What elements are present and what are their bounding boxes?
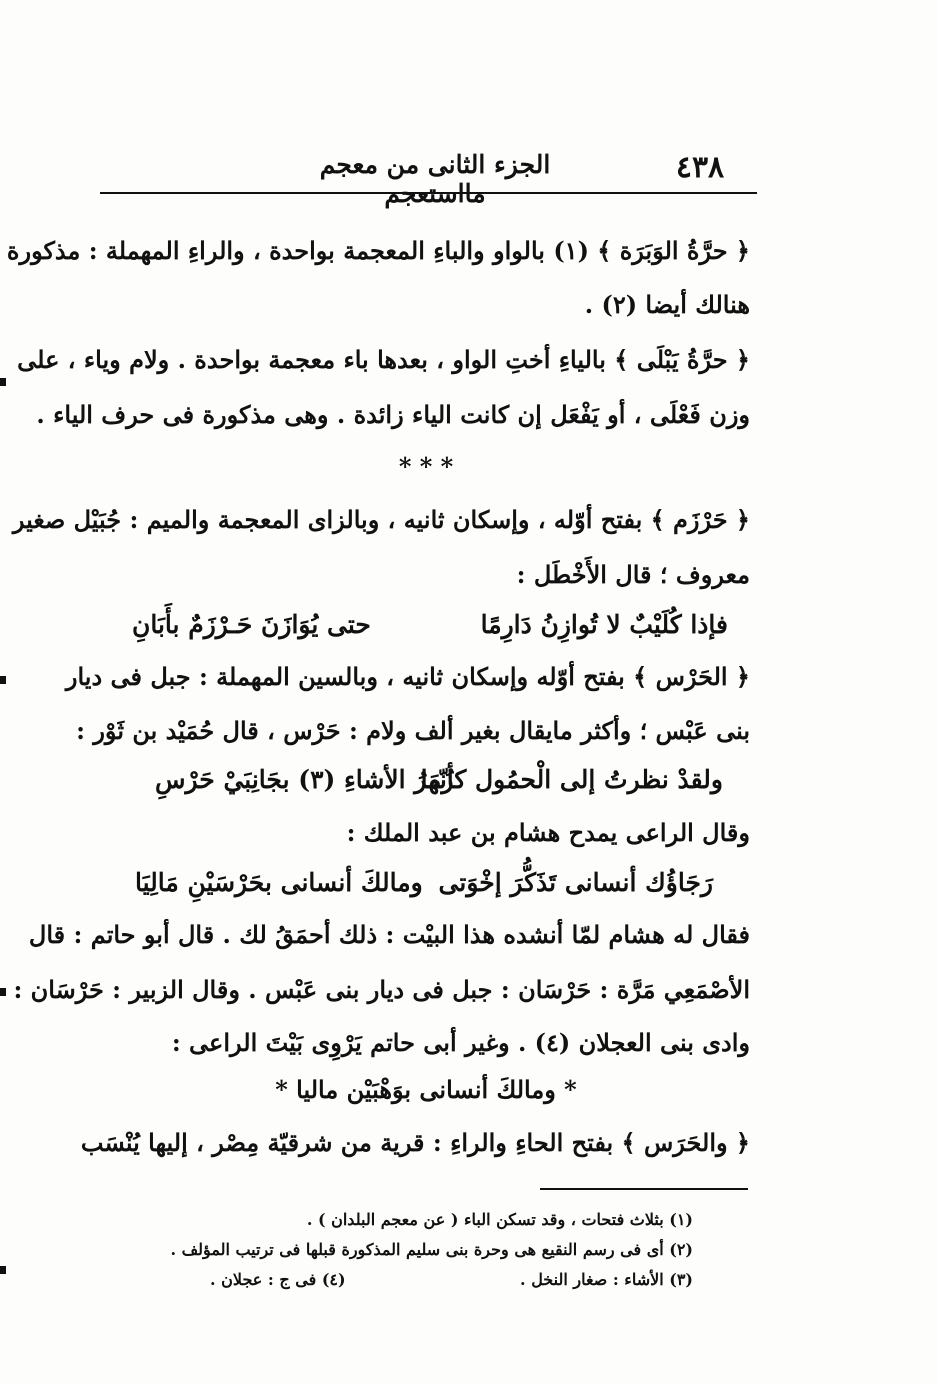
verse-first-hemistich: فإذا كُلَيْبٌ لا تُوازِنُ دَارِمًا [480, 610, 728, 639]
verse-first-hemistich: ولقدْ نظرتُ إلى الْحمُول كأنّها [420, 765, 723, 794]
footnote: (٢) أى فى رسم النقيع هى وحرة بنى سليم المذكورة قبلها فى ترتيب المؤلف . [170, 1240, 693, 1259]
text-line: هنالك أيضا (٢) . [584, 290, 750, 319]
scan-edge-mark [0, 988, 6, 996]
header-rule [100, 192, 757, 194]
quoted-hemistich: * ومالكَ أنسانى بوَهْبَيْن ماليا * [275, 1075, 577, 1104]
page-number: ٤٣٨ [675, 150, 725, 185]
verse-first-hemistich: رَجَاؤُك أنسانى تَذَكُّرَ إخْوَتى [438, 868, 713, 897]
text-line: وادى بنى العجلان (٤) . وغير أبى حاتم يَرْوِى بَيْتَ الراعى : [171, 1028, 750, 1057]
footnote: (١) بثلاث فتحات ، وقد تسكن الباء ( عن معجم البلدان ) . [306, 1210, 693, 1229]
scan-edge-mark [0, 1266, 6, 1274]
text-line: ﴿ والحَرَس ﴾ بفتح الحاءِ والراءِ : قرية من شرقيّة مِصْر ، إليها يُنْسَب [80, 1128, 750, 1157]
text-line: وقال الراعى يمدح هشام بن عبد الملك : [346, 818, 750, 847]
footnote: (٣) الأشاء : صغار النخل . [520, 1270, 693, 1289]
verse-second-hemistich: زُمَرُ الأشاءِ (٣) بجَانِبَيْ حَرْسِ [155, 765, 454, 794]
text-line: ﴿ حرَّةُ يَبْلَى ﴾ بالياءِ أختِ الواو ، بعدها باء معجمة بواحدة . ولام وياء ، على [17, 345, 750, 374]
scan-edge-mark [0, 676, 6, 684]
verse-second-hemistich: حتى يُوَازَنَ حَـرْزَمٌ بأَبَانِ [132, 610, 371, 639]
text-line: فقال له هشام لمّا أنشده هذا البيْت : ذلك أحمَقُ لك . قال أبو حاتم : قال [28, 920, 750, 949]
footnote-rule [540, 1188, 748, 1190]
text-line: الأصْمَعِي مَرَّة : حَرْسَان : جبل فى ديار بنى عَبْس . وقال الزبير : حَرْسَان : [13, 975, 750, 1004]
text-line: بنى عَبْس ؛ وأكثر مايقال بغير ألف ولام : حَرْس ، قال حُمَيْد بن ثَوْر : [76, 716, 750, 745]
text-line: ﴿ حَرْزَم ﴾ بفتح أوّله ، وإسكان ثانيه ، وبالزاى المعجمة والميم : جُبَيْل صغير [12, 505, 750, 534]
footnote: (٤) فى ج : عجلان . [210, 1270, 346, 1289]
text-line: ﴿ حرَّةُ الوَبَرَة ﴾ (١) بالواو والباءِ المعجمة بواحدة ، والراءِ المهملة : مذكورة [6, 236, 750, 265]
section-divider: * * * [398, 452, 454, 481]
text-line: معروف ؛ قال الأَخْطَل : [516, 560, 750, 589]
text-line: ﴿ الحَرْس ﴾ بفتح أوّله وإسكان ثانيه ، وبالسين المهملة : جبل فى ديار [65, 662, 750, 691]
scan-edge-mark [0, 378, 6, 386]
verse-second-hemistich: ومالكَ أنسانى بحَرْسَيْنِ مَالِيَا [135, 868, 423, 897]
text-line: وزن فَعْلَى ، أو يَفْعَل إن كانت الياء زائدة . وهى مذكورة فى حرف الياء . [36, 400, 750, 429]
running-header-title: الجزء الثانى من معجم مااستعجم [319, 150, 551, 208]
